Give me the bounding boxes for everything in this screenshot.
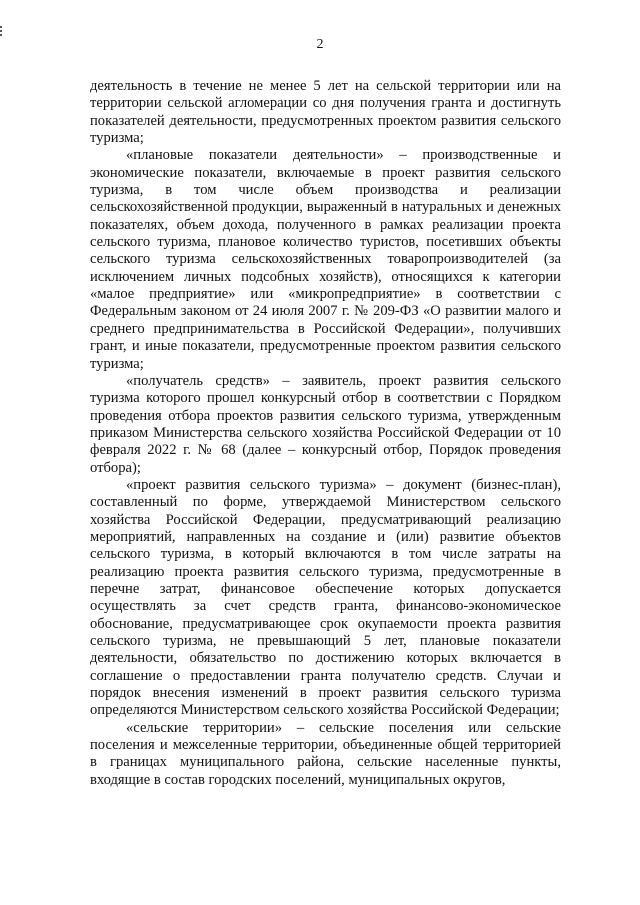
paragraph-tourism-project-definition: «проект развития сельского туризма» – документ (бизнес-план), составленный по форме, утверждаемой Министерством сельского хозяйства Российской Федерации, предусматривающий реализацию мероприятий, направленных на создание и (или) развитие объектов сельского туризма, в который включаются в том числе затраты на реализацию проекта развития сельского туризма, предусмотренные в перечне затрат, финансовое обеспечение которых допускается осуществлять за счет средств гранта, финансово-экономическое обоснование, предусматривающее срок окупаемости проекта развития сельского туризма, не превышающий 5 лет, плановые показатели деятельности, обязательство по достижению которых включается в соглашение о предоставлении гранта получателю средств. Случаи и порядок внесения изменений в проект развития сельского туризма определяются Министерством сельского хозяйства Российской Федерации; <box>90 476 561 719</box>
page-number: 2 <box>316 37 324 52</box>
scan-edge-mark <box>0 26 6 36</box>
paragraph-continuation: деятельность в течение не менее 5 лет на сельской территории или на территории сельской агломерации со дня получения гранта и достигнуть показателей деятельности, предусмотренных проектом развития сельского туризма; <box>90 78 561 147</box>
paragraph-recipient-definition: «получатель средств» – заявитель, проект развития сельского туризма которого прошел конкурсный отбор в соответствии с Порядком проведения отбора проектов развития сельского туризма, утвержденным приказом Министерства сельского хозяйства Российской Федерации от 10 февраля 2022 г. № 68 (далее – конкурсный отбор, Порядок проведения отбора); <box>90 372 561 476</box>
paragraph-planned-indicators: «плановые показатели деятельности» – производственные и экономические показатели, включаемые в проект развития сельского туризма, в том числе объем производства и реализации сельскохозяйственной продукции, выраженный в натуральных и денежных показателях, объем дохода, полученного в рамках реализации проекта сельского туризма, плановое количество туристов, посетивших объекты сельского туризма сельскохозяйственных товаропроизводителей (за исключением личных подсобных хозяйств), относящихся к категории «малое предприятие» или «микропредприятие» в соответствии с Федеральным законом от 24 июля 2007 г. № 209-ФЗ «О развитии малого и среднего предпринимательства в Российской Федерации», получивших грант, и иные показатели, предусмотренные проектом развития сельского туризма; <box>90 147 561 372</box>
paragraph-rural-territories-definition: «сельские территории» – сельские поселения или сельские поселения и межселенные территории, объединенные общей территорией в границах муниципального района, сельские населенные пункты, входящие в состав городских поселений, муниципальных округов, <box>90 719 561 788</box>
document-body <box>90 78 561 789</box>
